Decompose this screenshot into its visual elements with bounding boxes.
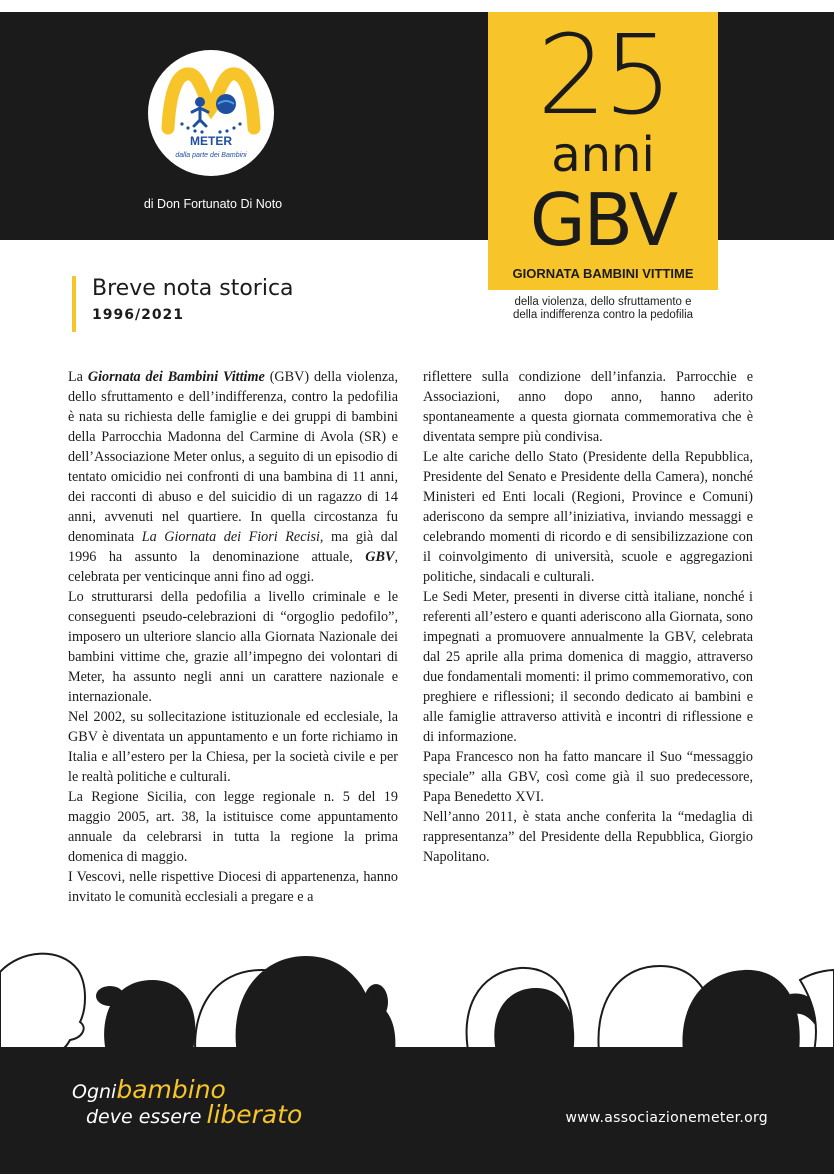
logo-tagline: dalla parte dei Bambini [175,152,247,159]
slogan-highlight: liberato [206,1100,303,1129]
slogan-word: Ogni [72,1081,117,1103]
body-column-right [423,367,753,867]
badge-anni: anni [551,127,655,183]
text-run: La [68,369,88,385]
badge-subtitle [470,296,736,322]
paragraph: Le alte cariche dello Stato (Presidente della Repubblica, Presidente del Senato e Presidente della Camera), nonché Ministeri ed Enti locali (Regioni, Province e Comuni) aderiscono da sempre all’iniziativa, inviando messaggi e celebrando momenti di ricordo e di sensibilizzazione con il coinvolgimento di università, scuole e aggregazioni politiche, sindacali e culturali. [423,449,753,585]
website-link[interactable]: www.associazionemeter.org [565,1110,768,1126]
badge-subtitle-line2: della indifferenza contro la pedofilia [512,309,694,321]
logo-author: di Don Fortunato Di Noto [143,197,283,211]
text-run: , celebrata per venticinque anni fino ad oggi. [68,549,398,585]
paragraph: La Regione Sicilia, con legge regionale n. 5 del 19 maggio 2005, art. 38, la istituisce come appuntamento annuale da celebrarsi in tutta la regione la prima domenica di maggio. [68,789,398,865]
paragraph: riflettere sulla condizione dell’infanzia. Parrocchie e Associazioni, anno dopo anno, hanno aderito spontaneamente a questa giornata commemorativa che è diventata sempre più condivisa. [423,369,753,445]
slogan-word: deve essere [86,1106,202,1128]
meter-logo [148,50,274,176]
note-accent-bar [72,276,76,332]
emphasis-text: GBV [365,549,395,565]
gbv-badge [488,12,718,290]
text-run: , ma già dal 1996 ha assunto la denominazione attuale, [68,529,398,565]
text-run: (GBV) della violenza, dello sfruttamento e dell’indifferenza, contro la pedofilia è nata su richiesta delle famiglie e dei gruppi di bambini della Parrocchia Madonna del Carmine di Avola (SR) e dell’Associazione Meter onlus, a seguito di un episodio di tentato omicidio nei confronti di una bambina di 11 anni, dei racconti di abuso e del suicidio di un ragazzo di 14 anni, avvenuti nel quartiere. In quella circostanza fu denominata [68,369,398,545]
logo-name: METER [190,134,232,148]
badge-title: GIORNATA BAMBINI VITTIME [512,266,694,281]
meter-logo-icon [148,50,274,176]
paragraph: Le Sedi Meter, presenti in diverse città italiane, nonché i referenti all’estero e quanti aderiscono alla Giornata, sono impegnati a promuovere annualmente la GBV, celebrata dal 25 aprile alla prima domenica di maggio, attraverso due fondamentali momenti: il primo commemorativo, con preghiere e riflessioni; il secondo dedicato ai bambini e alle famiglie attraverso attività e incontri di riflessione e di informazione. [423,589,753,745]
emphasis-text: La Giornata dei Fiori Recisi [141,529,320,545]
slogan-line2 [86,1100,302,1129]
slogan-highlight: bambino [116,1075,226,1104]
badge-subtitle-line1: della violenza, dello sfruttamento e [514,296,692,308]
paragraph [68,367,398,587]
paragraph: I Vescovi, nelle rispettive Diocesi di appartenenza, hanno invitato le comunità ecclesiali a pregare e a [68,869,398,905]
paragraph: Nel 2002, su sollecitazione istituzionale ed ecclesiale, la GBV è diventata un appuntamento e un forte richiamo in Italia e all’estero per la Chiesa, per la società civile e per le realtà politiche e culturali. [68,709,398,785]
note-years: 1996/2021 [92,307,185,323]
emphasis-text: Giornata dei Bambini Vittime [87,369,265,385]
paragraph: Nell’anno 2011, è stata anche conferita la “medaglia di rappresentanza” del Presidente della Repubblica, Giorgio Napolitano. [423,809,753,865]
paragraph: Lo strutturarsi della pedofilia a livello criminale e le conseguenti pseudo-celebrazioni di “orgoglio pedofilo”, imposero un ulteriore slancio alla Giornata Nazionale dei bambini vittime che, grazie all’impegno dei volontari di Meter, ha assunto negli anni un carattere nazionale e internazionale. [68,589,398,705]
note-title: Breve nota storica [92,276,294,301]
badge-number: 25 [537,11,669,139]
paragraph: Papa Francesco non ha fatto mancare il Suo “messaggio speciale” alla GBV, così come già il suo predecessore, Papa Benedetto XVI. [423,749,753,805]
badge-acronym: GBV [529,178,677,262]
body-column-left [68,367,398,907]
